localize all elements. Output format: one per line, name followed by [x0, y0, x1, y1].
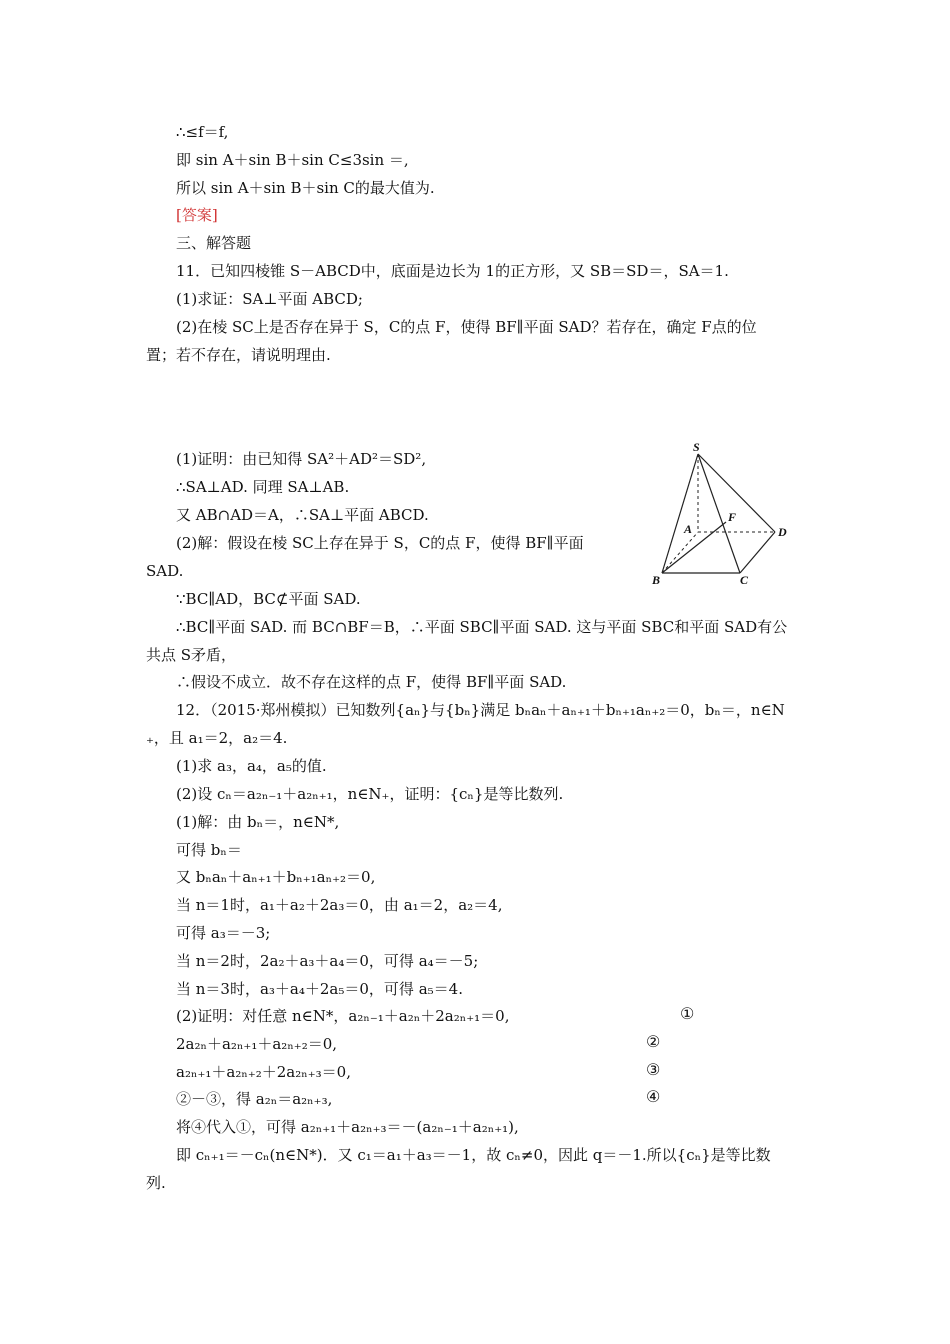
text-line: (1)解：由 bₙ＝，n∈N*,	[176, 813, 340, 831]
text-line: (2)解：假设在棱 SC上存在异于 S，C的点 F，使得 BF∥平面	[176, 534, 584, 552]
vertex-label-S: S	[693, 440, 700, 454]
text-line: 又 bₙaₙ＋aₙ₊₁＋bₙ₊₁aₙ₊₂＝0,	[176, 868, 376, 886]
vertex-label-F: F	[728, 510, 737, 524]
text-line: ∴≤f＝f,	[176, 123, 229, 141]
problem-11-part-2: (2)在棱 SC上是否存在异于 S，C的点 F，使得 BF∥平面 SAD？若存在，确定 F点的位	[176, 318, 757, 336]
text-line: 当 n＝2时，2a₂＋a₃＋a₄＝0，可得 a₄＝－5;	[176, 952, 479, 970]
vertex-label-D: D	[778, 525, 787, 539]
equation-marker-3: ③	[646, 1060, 661, 1079]
text-line: 共点 S矛盾，	[146, 646, 237, 664]
vertex-label-A: A	[684, 522, 693, 536]
text-line: ₊，且 a₁＝2，a₂＝4.	[146, 729, 288, 747]
text-line: 列.	[146, 1174, 166, 1192]
vertex-label-B: B	[652, 573, 661, 587]
text-line: 所以 sin A＋sin B＋sin C的最大值为.	[176, 179, 435, 197]
text-line: 可得 bₙ＝	[176, 841, 242, 859]
vertex-label-C: C	[740, 573, 749, 587]
text-line: 可得 a₃＝－3;	[176, 924, 271, 942]
equation-marker-1: ①	[680, 1004, 695, 1023]
text-line: ∴BC∥平面 SAD. 而 BC∩BF＝B，∴平面 SBC∥平面 SAD. 这与平面 SBC和平面 SAD有公	[176, 618, 788, 636]
equation-marker-4: ④	[646, 1087, 661, 1106]
text-line: a₂ₙ₊₁＋a₂ₙ₊₂＋2a₂ₙ₊₃＝0,	[176, 1063, 351, 1081]
problem-12-statement: 12．（2015·郑州模拟）已知数列{aₙ}与{bₙ}满足 bₙaₙ＋aₙ₊₁＋bₙ₊₁aₙ₊₂＝0，bₙ＝，n∈N	[176, 701, 785, 719]
text-line: SAD.	[146, 562, 184, 580]
answer-label: [答案]	[176, 206, 218, 224]
text-line: (2)证明：对任意 n∈N*，a₂ₙ₋₁＋a₂ₙ＋2a₂ₙ₊₁＝0,	[176, 1007, 510, 1025]
text-line: 又 AB∩AD＝A，∴SA⊥平面 ABCD.	[176, 506, 429, 524]
problem-12-part-2: (2)设 cₙ＝a₂ₙ₋₁＋a₂ₙ₊₁，n∈N₊，证明：{cₙ}是等比数列.	[176, 785, 564, 803]
text-line: ②－③，得 a₂ₙ＝a₂ₙ₊₃,	[176, 1090, 333, 1108]
pyramid-figure	[650, 440, 800, 590]
text-line: 2a₂ₙ＋a₂ₙ₊₁＋a₂ₙ₊₂＝0,	[176, 1035, 338, 1053]
problem-12-part-1: (1)求 a₃，a₄，a₅的值.	[176, 757, 327, 775]
equation-marker-2: ②	[646, 1032, 661, 1051]
text-line: 当 n＝3时，a₃＋a₄＋2a₅＝0，可得 a₅＝4.	[176, 980, 463, 998]
text-line: ∴假设不成立．故不存在这样的点 F，使得 BF∥平面 SAD.	[176, 673, 567, 691]
text-line: 当 n＝1时，a₁＋a₂＋2a₃＝0，由 a₁＝2，a₂＝4,	[176, 896, 503, 914]
problem-11-statement: 11．已知四棱锥 S－ABCD中，底面是边长为 1的正方形，又 SB＝SD＝，SA＝1.	[176, 262, 729, 280]
text-line: ∴SA⊥AD. 同理 SA⊥AB.	[176, 478, 350, 496]
text-line: (1)证明：由已知得 SA²＋AD²＝SD²,	[176, 450, 427, 468]
problem-11-part-1: (1)求证：SA⊥平面 ABCD;	[176, 290, 363, 308]
text-line: ∵BC∥AD，BC⊄平面 SAD.	[176, 590, 361, 608]
text-line: 将④代入①，可得 a₂ₙ₊₁＋a₂ₙ₊₃＝－(a₂ₙ₋₁＋a₂ₙ₊₁),	[176, 1118, 519, 1136]
section-heading: 三、解答题	[176, 234, 252, 252]
text-line: 即 sin A＋sin B＋sin C≤3sin ＝,	[176, 151, 409, 169]
text-line: 即 cₙ₊₁＝－cₙ(n∈N*)．又 c₁＝a₁＋a₃＝－1，故 cₙ≠0，因此 q＝－1.所以{cₙ}是等比数	[176, 1146, 771, 1164]
text-line: 置；若不存在，请说明理由.	[146, 346, 331, 364]
